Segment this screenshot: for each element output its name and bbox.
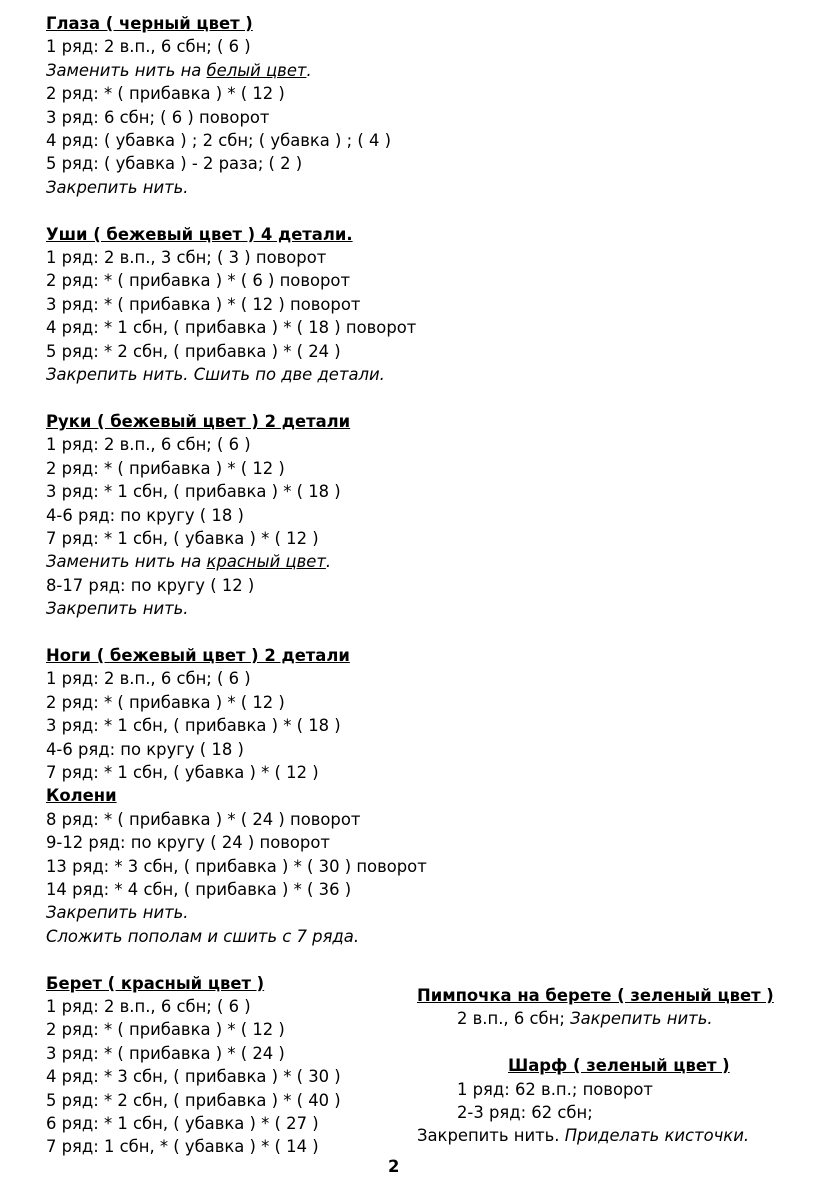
legs-row-4-6: 4-6 ряд: по кругу ( 18 ) (46, 739, 244, 759)
arms-row-3: 3 ряд: * 1 сбн, ( прибавка ) * ( 18 ) (46, 482, 341, 502)
arms-change-color: красный цвет (206, 552, 326, 572)
legs-row-9-12: 9-12 ряд: по кругу ( 24 ) поворот (46, 833, 330, 853)
eyes-title: Глаза ( черный цвет ) (46, 14, 253, 33)
ears-row-1: 1 ряд: 2 в.п., 3 сбн; ( 3 ) поворот (46, 248, 327, 268)
scarf-finish-text: Закрепить нить. (417, 1126, 565, 1146)
eyes-row-2: 2 ряд: * ( прибавка ) * ( 12 ) (46, 84, 285, 104)
eyes-row-1: 1 ряд: 2 в.п., 6 сбн; ( 6 ) (46, 37, 251, 57)
scarf-row-2-3: 2-3 ряд: 62 сбн; (457, 1103, 593, 1123)
ears-section (46, 223, 486, 387)
beret-row-4: 4 ряд: * 3 сбн, ( прибавка ) * ( 30 ) (46, 1067, 341, 1087)
pompom-instructions (417, 1007, 817, 1030)
ears-row-2: 2 ряд: * ( прибавка ) * ( 6 ) поворот (46, 271, 350, 291)
arms-section (46, 410, 486, 621)
beret-row-1: 1 ряд: 2 в.п., 6 сбн; ( 6 ) (46, 997, 251, 1016)
pompom-row: 2 в.п., 6 сбн; (457, 1009, 571, 1029)
legs-section (46, 644, 486, 948)
legs-row-13: 13 ряд: * 3 сбн, ( прибавка ) * ( 30 ) поворот (46, 856, 427, 876)
beret-row-2: 2 ряд: * ( прибавка ) * ( 12 ) (46, 1020, 285, 1040)
legs-row-2: 2 ряд: * ( прибавка ) * ( 12 ) (46, 692, 285, 712)
scarf-finish (417, 1124, 817, 1147)
pompom-title: Пимпочка на берете ( зеленый цвет ) (417, 986, 774, 1005)
eyes-row-3: 3 ряд: 6 сбн; ( 6 ) поворот (46, 107, 270, 127)
ears-finish: Закрепить нить. Сшить по две детали. (46, 365, 385, 385)
legs-row-1: 1 ряд: 2 в.п., 6 сбн; ( 6 ) (46, 669, 251, 689)
arms-change-end: . (325, 552, 332, 572)
beret-row-6: 6 ряд: * 1 сбн, ( убавка ) * ( 27 ) (46, 1114, 319, 1134)
arms-row-8-17: 8-17 ряд: по кругу ( 12 ) (46, 575, 255, 595)
arms-row-7: 7 ряд: * 1 сбн, ( убавка ) * ( 12 ) (46, 528, 319, 548)
scarf-finish-tassels: Приделать кисточки. (564, 1126, 750, 1146)
scarf-title: Шарф ( зеленый цвет ) (508, 1056, 730, 1076)
eyes-row-5: 5 ряд: ( убавка ) - 2 раза; ( 2 ) (46, 154, 303, 174)
right-column (417, 984, 817, 1148)
legs-row-8: 8 ряд: * ( прибавка ) * ( 24 ) поворот (46, 809, 361, 829)
beret-title: Берет ( красный цвет ) (46, 973, 265, 993)
page-number: 2 (388, 1157, 400, 1176)
legs-fold: Сложить пополам и сшить с 7 ряда. (46, 926, 360, 946)
legs-finish: Закрепить нить. (46, 903, 189, 923)
legs-row-3: 3 ряд: * 1 сбн, ( прибавка ) * ( 18 ) (46, 716, 341, 736)
eyes-change-text: Заменить нить на (46, 60, 207, 80)
ears-row-4: 4 ряд: * 1 сбн, ( прибавка ) * ( 18 ) поворот (46, 318, 417, 338)
ears-title: Уши ( бежевый цвет ) 4 детали. (46, 224, 353, 244)
eyes-finish: Закрепить нить. (46, 177, 189, 197)
arms-change-text: Заменить нить на (46, 552, 207, 572)
arms-change-thread (46, 550, 486, 573)
eyes-section (46, 12, 486, 199)
knees-subtitle: Колени (46, 786, 117, 806)
ears-row-3: 3 ряд: * ( прибавка ) * ( 12 ) поворот (46, 294, 361, 314)
legs-row-7: 7 ряд: * 1 сбн, ( убавка ) * ( 12 ) (46, 762, 319, 782)
scarf-row-1: 1 ряд: 62 в.п.; поворот (457, 1079, 653, 1099)
legs-title: Ноги ( бежевый цвет ) 2 детали (46, 645, 350, 665)
ears-row-5: 5 ряд: * 2 сбн, ( прибавка ) * ( 24 ) (46, 341, 341, 361)
beret-row-3: 3 ряд: * ( прибавка ) * ( 24 ) (46, 1043, 285, 1063)
arms-row-2: 2 ряд: * ( прибавка ) * ( 12 ) (46, 458, 285, 478)
eyes-change-thread (46, 59, 486, 82)
arms-finish: Закрепить нить. (46, 599, 189, 619)
beret-row-5: 5 ряд: * 2 сбн, ( прибавка ) * ( 40 ) (46, 1090, 341, 1110)
beret-row-7: 7 ряд: 1 сбн, * ( убавка ) * ( 14 ) (46, 1137, 319, 1157)
legs-row-14: 14 ряд: * 4 сбн, ( прибавка ) * ( 36 ) (46, 879, 352, 899)
arms-title: Руки ( бежевый цвет ) 2 детали (46, 411, 351, 431)
arms-row-1: 1 ряд: 2 в.п., 6 сбн; ( 6 ) (46, 435, 251, 455)
eyes-row-4: 4 ряд: ( убавка ) ; 2 сбн; ( убавка ) ; ( 4 ) (46, 131, 392, 151)
pompom-finish: Закрепить нить. (570, 1009, 713, 1029)
eyes-change-end: . (306, 60, 312, 80)
arms-row-4-6: 4-6 ряд: по кругу ( 18 ) (46, 505, 244, 525)
eyes-change-color: белый цвет (206, 60, 307, 80)
